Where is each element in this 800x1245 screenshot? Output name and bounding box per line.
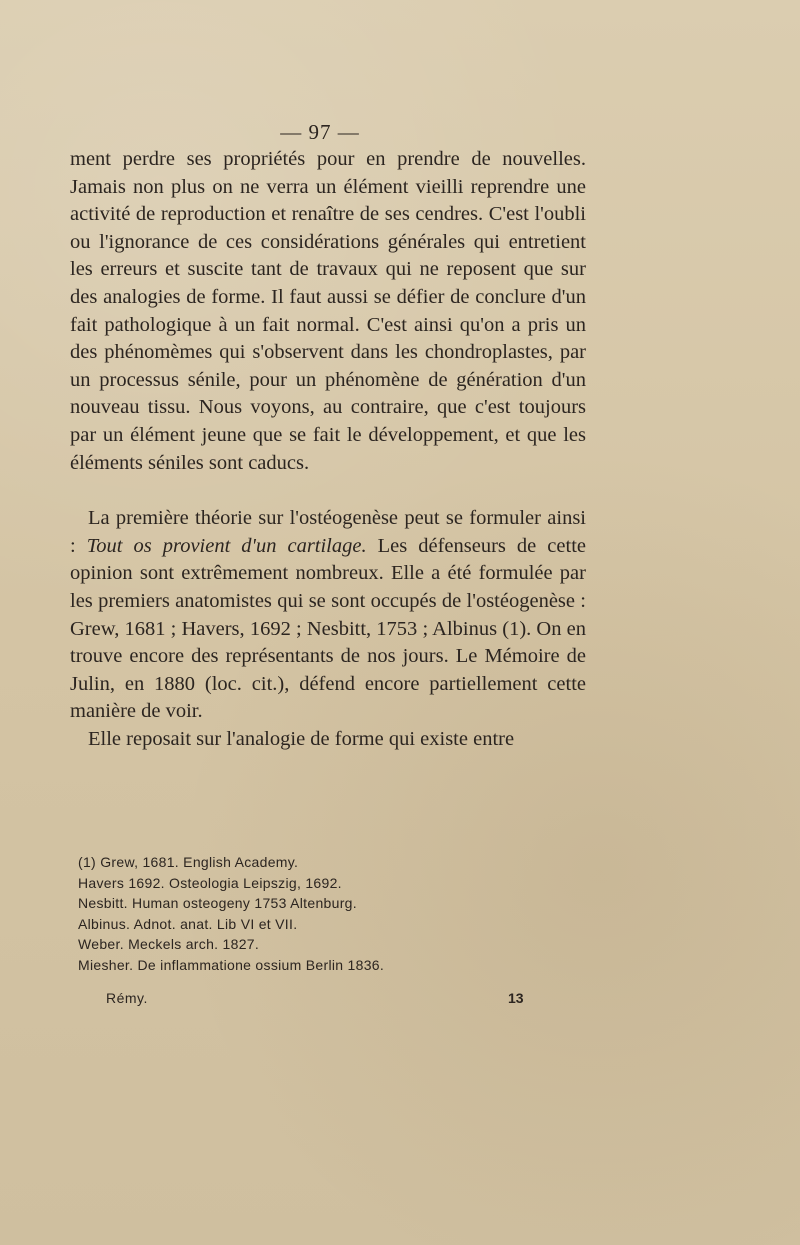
paragraph-2-text-a: La première théorie sur l'ostéogenèse peut se formuler ainsi :: [70, 507, 586, 557]
paragraph-2-italic-quote: Tout os provient d'un cartilage.: [86, 534, 367, 557]
footnote-line: Nesbitt. Human osteogeny 1753 Altenburg.: [78, 895, 357, 911]
footnote-line: Weber. Meckels arch. 1827.: [78, 936, 260, 952]
paragraph-2: [70, 505, 586, 726]
footnote-line: (1) Grew, 1681. English Academy.: [78, 854, 299, 870]
paragraph-2-text-b: Les défenseurs de cette opinion sont extrêmement nombreux. Elle a été formulée par les premiers anatomistes qui se sont occupés de l'ostéogenèse : Grew, 1681 ; Havers, 1692 ; Nesbitt, 1753 ; Albinus (1). On en trouve encore des représentants de nos jours. Le Mémoire de Julin, en 1880 (loc. cit.), défend encore partiellement cette manière de voir.: [70, 534, 586, 723]
paragraph-1: [70, 146, 586, 477]
footnote-line: Havers 1692. Osteologia Leipszig, 1692.: [78, 874, 342, 891]
footnote-line: Albinus. Adnot. anat. Lib VI et VII.: [78, 915, 298, 932]
footnotes: [78, 852, 578, 975]
body-text: [70, 146, 586, 753]
signature-mark: Rémy.: [106, 990, 148, 1006]
paragraph-gap: [70, 477, 586, 505]
paragraph-1-text: ment perdre ses propriétés pour en prendre de nouvelles. Jamais non plus on ne verra un élément vieilli reprendre une activité de reproduction et renaître de ses cendres. C'est l'oubli ou l'ignorance de ces considérations générales qui entretient les erreurs et suscite tant de travaux qui ne reposent que sur des analogies de forme. Il faut aussi se défier de conclure d'un fait pathologique à un fait normal. C'est ainsi qu'on a pris un des phénomèmes qui s'observent dans les chondroplastes, par un processus sénile, pour un phénomène de génération d'un nouveau tissu. Nous voyons, au contraire, que c'est toujours par un élément jeune que se fait le développement, et que les éléments séniles sont caducs.: [70, 148, 586, 474]
footnote-line: Miesher. De inflammatione ossium Berlin 1836.: [78, 956, 385, 973]
sheet-number: 13: [508, 990, 524, 1006]
page-number: — 97 —: [280, 120, 360, 144]
paragraph-3-text: Elle reposait sur l'analogie de forme qui existe entre: [88, 727, 515, 750]
paragraph-3: [70, 726, 586, 754]
